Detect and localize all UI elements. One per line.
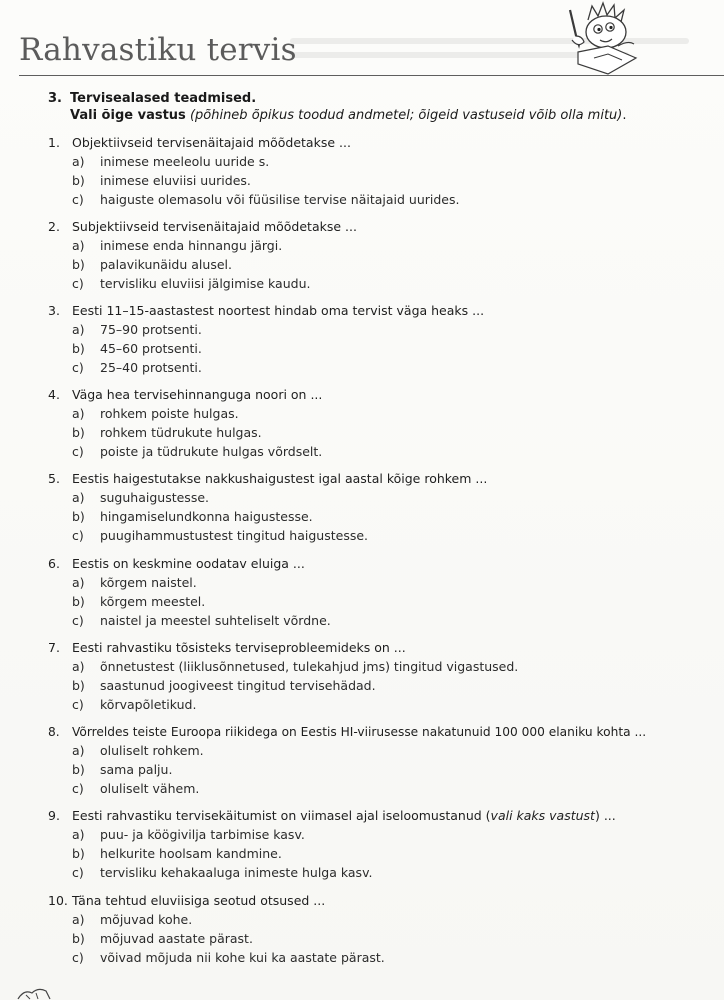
option-c[interactable] — [48, 695, 708, 714]
option-letter: a) — [72, 322, 85, 337]
question-number: 10. — [48, 893, 68, 908]
option-text: sama palju. — [100, 762, 173, 777]
cartoon-student-icon — [548, 0, 643, 80]
option-b[interactable] — [48, 339, 708, 358]
option-c[interactable] — [48, 526, 708, 545]
question-number: 5. — [48, 471, 60, 486]
option-letter: a) — [72, 827, 85, 842]
option-a[interactable] — [48, 573, 708, 592]
question-stem — [48, 555, 708, 573]
option-letter: c) — [72, 444, 84, 459]
question-number: 7. — [48, 640, 60, 655]
instruction-italic: (põhineb õpikus toodud andmetel; õigeid vastuseid võib olla mitu) — [189, 108, 623, 123]
option-letter: a) — [72, 490, 85, 505]
question-10 — [48, 892, 708, 967]
question-stem — [48, 134, 708, 152]
section-heading-text: Tervisealased teadmised. — [70, 91, 257, 106]
question-number: 8. — [48, 725, 60, 739]
option-text: haiguste olemasolu või füüsilise tervise näitajaid uurides. — [100, 192, 460, 207]
option-letter: b) — [72, 594, 85, 609]
option-a[interactable] — [48, 404, 708, 423]
option-text: suguhaigustesse. — [100, 490, 209, 505]
option-letter: b) — [72, 846, 85, 861]
question-9 — [48, 807, 708, 882]
question-stem — [48, 302, 708, 320]
question-5 — [48, 470, 708, 545]
option-text: hingamiselundkonna haigustesse. — [100, 509, 313, 524]
option-b[interactable] — [48, 255, 708, 274]
question-text: Eesti rahvastiku tõsisteks terviseprobleemideks on ... — [72, 640, 406, 655]
option-letter: c) — [72, 950, 84, 965]
question-number: 6. — [48, 556, 60, 571]
question-text: Subjektiivseid tervisenäitajaid mõõdetakse ... — [72, 219, 357, 234]
question-stem — [48, 892, 708, 910]
question-number: 3. — [48, 303, 60, 318]
option-b[interactable] — [48, 171, 708, 190]
option-a[interactable] — [48, 320, 708, 339]
question-text-after: ) ... — [594, 808, 616, 823]
option-text: helkurite hoolsam kandmine. — [100, 846, 282, 861]
question-8 — [48, 723, 708, 798]
option-text: palavikunäidu alusel. — [100, 257, 232, 272]
option-text: 25–40 protsenti. — [100, 360, 202, 375]
option-letter: a) — [72, 406, 85, 421]
option-c[interactable] — [48, 779, 708, 798]
option-text: inimese meeleolu uuride s. — [100, 154, 270, 169]
question-text: Võrreldes teiste Euroopa riikidega on Eestis HI-viirusesse nakatunuid 100 000 elaniku kohta ... — [72, 725, 647, 739]
option-letter: a) — [72, 659, 85, 674]
option-c[interactable] — [48, 948, 708, 967]
question-text: Objektiivseid tervisenäitajaid mõõdetakse ... — [72, 135, 351, 150]
question-text: Eestis haigestutakse nakkushaigustest igal aastal kõige rohkem ... — [72, 471, 488, 486]
question-2 — [48, 218, 708, 293]
option-letter: b) — [72, 931, 85, 946]
title-divider — [19, 75, 724, 76]
bleed-through-text — [290, 38, 724, 68]
question-7 — [48, 639, 708, 714]
option-text: puugihammustustest tingitud haigustesse. — [100, 528, 369, 543]
option-letter: a) — [72, 238, 85, 253]
question-stem — [48, 218, 708, 236]
question-stem — [48, 807, 708, 825]
instruction-end: . — [622, 108, 627, 123]
option-a[interactable] — [48, 741, 708, 760]
question-1 — [48, 134, 708, 209]
option-a[interactable] — [48, 152, 708, 171]
option-letter: c) — [72, 865, 84, 880]
section-number: 3. — [48, 91, 62, 106]
option-text: võivad mõjuda nii kohe kui ka aastate pärast. — [100, 950, 385, 965]
question-text-italic: vali kaks vastust — [490, 808, 595, 823]
option-b[interactable] — [48, 760, 708, 779]
option-c[interactable] — [48, 274, 708, 293]
option-letter: c) — [72, 697, 84, 712]
option-c[interactable] — [48, 190, 708, 209]
option-a[interactable] — [48, 910, 708, 929]
page-title: Rahvastiku tervis — [19, 32, 297, 68]
option-letter: a) — [72, 912, 85, 927]
option-text: oluliselt rohkem. — [100, 743, 204, 758]
option-letter: a) — [72, 575, 85, 590]
question-text: Eesti 11–15-aastastest noortest hindab oma tervist väga heaks ... — [72, 303, 485, 318]
option-b[interactable] — [48, 592, 708, 611]
option-letter: b) — [72, 173, 85, 188]
question-number: 9. — [48, 808, 60, 823]
option-b[interactable] — [48, 844, 708, 863]
question-stem — [48, 470, 708, 488]
question-text: Väga hea tervisehinnanguga noori on ... — [72, 387, 323, 402]
option-letter: a) — [72, 743, 85, 758]
option-text: kõrgem naistel. — [100, 575, 197, 590]
question-text-before: Eesti rahvastiku tervisekäitumist on viimasel ajal iseloomustanud ( — [72, 808, 491, 823]
question-number: 1. — [48, 135, 60, 150]
option-text: saastunud joogiveest tingitud tervisehädad. — [100, 678, 376, 693]
option-text: 45–60 protsenti. — [100, 341, 202, 356]
option-letter: c) — [72, 781, 84, 796]
option-text: poiste ja tüdrukute hulgas võrdselt. — [100, 444, 323, 459]
option-text: mõjuvad aastate pärast. — [100, 931, 253, 946]
option-letter: c) — [72, 613, 84, 628]
option-text: mõjuvad kohe. — [100, 912, 193, 927]
option-c[interactable] — [48, 863, 708, 882]
option-text: tervisliku kehakaaluga inimeste hulga kasv. — [100, 865, 373, 880]
option-text: rohkem tüdrukute hulgas. — [100, 425, 262, 440]
option-letter: b) — [72, 678, 85, 693]
option-text: kõrgem meestel. — [100, 594, 206, 609]
question-stem — [48, 386, 708, 404]
section-instruction — [70, 106, 627, 125]
option-a[interactable] — [48, 236, 708, 255]
instruction-bold: Vali õige vastus — [70, 108, 186, 123]
option-text: puu- ja köögivilja tarbimise kasv. — [100, 827, 305, 842]
option-text: tervisliku eluviisi jälgimise kaudu. — [100, 276, 311, 291]
option-text: 75–90 protsenti. — [100, 322, 202, 337]
option-text: rohkem poiste hulgas. — [100, 406, 239, 421]
question-stem — [48, 639, 708, 657]
option-a[interactable] — [48, 488, 708, 507]
option-letter: c) — [72, 192, 84, 207]
option-letter: a) — [72, 154, 85, 169]
option-c[interactable] — [48, 611, 708, 630]
question-stem — [48, 723, 708, 741]
option-c[interactable] — [48, 442, 708, 461]
option-text: naistel ja meestel suhteliselt võrdne. — [100, 613, 331, 628]
option-letter: b) — [72, 762, 85, 777]
option-text: kõrvapõletikud. — [100, 697, 197, 712]
option-letter: c) — [72, 528, 84, 543]
option-b[interactable] — [48, 423, 708, 442]
option-b[interactable] — [48, 929, 708, 948]
option-a[interactable] — [48, 657, 708, 676]
option-letter: b) — [72, 341, 85, 356]
option-text: inimese eluviisi uurides. — [100, 173, 251, 188]
option-b[interactable] — [48, 676, 708, 695]
question-text: Täna tehtud eluviisiga seotud otsused ... — [72, 893, 326, 908]
option-letter: c) — [72, 360, 84, 375]
option-c[interactable] — [48, 358, 708, 377]
question-number: 2. — [48, 219, 60, 234]
option-letter: b) — [72, 257, 85, 272]
option-letter: c) — [72, 276, 84, 291]
option-text: inimese enda hinnangu järgi. — [100, 238, 283, 253]
question-number: 4. — [48, 387, 60, 402]
option-text: õnnetustest (liiklusõnnetused, tulekahjud jms) tingitud vigastused. — [100, 659, 519, 674]
option-letter: b) — [72, 509, 85, 524]
question-3 — [48, 302, 708, 377]
option-b[interactable] — [48, 507, 708, 526]
option-text: oluliselt vähem. — [100, 781, 200, 796]
doodle-icon — [16, 985, 52, 1000]
question-4 — [48, 386, 708, 461]
option-a[interactable] — [48, 825, 708, 844]
question-6 — [48, 555, 708, 630]
question-text: Eestis on keskmine oodatav eluiga ... — [72, 556, 305, 571]
option-letter: b) — [72, 425, 85, 440]
